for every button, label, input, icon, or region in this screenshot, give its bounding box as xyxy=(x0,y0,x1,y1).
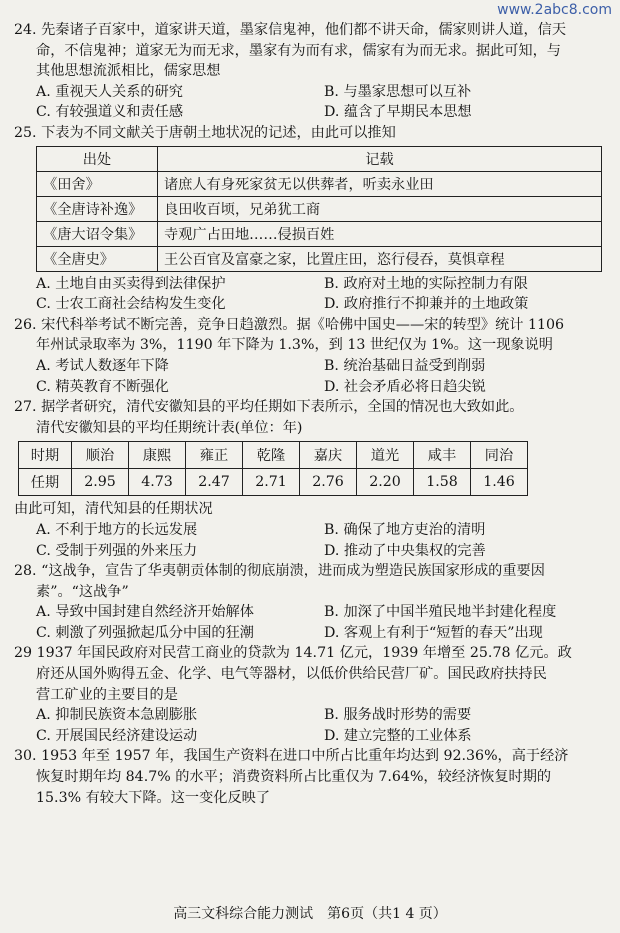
option-c: C. 受制于列强的外来压力 xyxy=(36,542,198,559)
cell-source: 《全唐诗补逸》 xyxy=(37,196,158,221)
period-cell: 咸丰 xyxy=(414,442,471,469)
question-29 xyxy=(14,643,612,746)
option-b: B. 加深了中国半殖民地半封建化程度 xyxy=(324,604,557,621)
period-cell: 同治 xyxy=(471,442,528,469)
cell-source: 《全唐史》 xyxy=(37,246,158,271)
question-29-line-1: 29 1937 年国民政府对民营工商业的贷款为 14.71 亿元，1939 年增至 25.78 亿元。政 xyxy=(14,645,572,662)
table-row-periods xyxy=(19,442,528,469)
table-row xyxy=(37,221,602,246)
table-row-terms xyxy=(19,469,528,496)
option-b: B. 与墨家思想可以互补 xyxy=(324,83,472,100)
question-30 xyxy=(14,746,612,808)
question-24-line-1: 24. 先秦诸子百家中，道家讲天道，墨家信鬼神，他们都不讲天命，儒家则讲人道，信天 xyxy=(14,22,567,38)
question-29-line-2: 府还从国外购得五金、化学、电气等器材，以低价供给民营厂矿。国民政府扶持民 xyxy=(36,666,547,683)
question-30-line-1: 30. 1953 年至 1957 年，我国生产资料在进口中所占比重年均达到 92.36%，高于经济 xyxy=(14,748,569,765)
period-cell: 道光 xyxy=(357,442,414,469)
question-30-line-3: 15.3% 有较大下降。这一变化反映了 xyxy=(36,789,271,806)
period-cell: 顺治 xyxy=(72,442,129,469)
cell-record: 王公百官及富豪之家，比置庄田，恣行侵吞，莫惧章程 xyxy=(158,246,602,271)
question-24 xyxy=(14,20,612,123)
option-c: C. 刺激了列强掀起瓜分中国的狂潮 xyxy=(36,624,254,641)
option-a: A. 重视天人关系的研究 xyxy=(36,83,183,100)
option-d: D. 政府推行不抑兼并的土地政策 xyxy=(324,296,529,313)
cell-source: 《田舍》 xyxy=(37,171,158,196)
question-26-options xyxy=(14,356,612,397)
option-a: A. 抑制民族资本急剧膨胀 xyxy=(36,707,198,724)
option-d: D. 客观上有利于“短暂的春天”出现 xyxy=(324,624,543,641)
term-cell: 2.47 xyxy=(186,469,243,496)
question-25-stem: 25. 下表为不同文献关于唐朝土地状况的记述，由此可以推知 xyxy=(14,124,396,141)
option-d: D. 推动了中央集权的完善 xyxy=(324,542,486,559)
page-footer: 高三文科综合能力测试 第6页（共1 4 页） xyxy=(173,906,447,922)
question-30-line-2: 恢复时期年均 84.7% 的水平；消费资料所占比重仅为 7.64%，较经济恢复时期的 xyxy=(36,769,552,786)
term-cell: 2.20 xyxy=(357,469,414,496)
question-27-options xyxy=(14,520,612,561)
period-cell: 雍正 xyxy=(186,442,243,469)
option-c: C. 开展国民经济建设运动 xyxy=(36,727,198,744)
header-source: 出处 xyxy=(37,146,158,171)
cell-source: 《唐大诏令集》 xyxy=(37,221,158,246)
header-record: 记载 xyxy=(158,146,602,171)
term-cell: 2.76 xyxy=(300,469,357,496)
option-c: C. 有较强道义和责任感 xyxy=(36,104,184,121)
table-row xyxy=(37,196,602,221)
option-a: A. 土地自由买卖得到法律保护 xyxy=(36,275,226,292)
row-label-period: 时期 xyxy=(19,442,72,469)
table-row xyxy=(37,171,602,196)
question-29-options xyxy=(14,705,612,746)
question-27 xyxy=(14,397,612,561)
option-d: D. 社会矛盾必将日趋尖锐 xyxy=(324,378,486,395)
period-cell: 乾隆 xyxy=(243,442,300,469)
watermark: www.2abc8.com xyxy=(497,2,612,18)
option-b: B. 统治基础日益受到削弱 xyxy=(324,357,486,374)
land-records-table xyxy=(36,146,602,272)
option-a: A. 不利于地方的长远发展 xyxy=(36,521,198,538)
option-b: B. 政府对土地的实际控制力有限 xyxy=(324,275,528,292)
cell-record: 诸庶人有身死家贫无以供葬者，听卖永业田 xyxy=(158,171,602,196)
table-header-row xyxy=(37,146,602,171)
option-d: D. 蕴含了早期民本思想 xyxy=(324,104,472,121)
question-28-line-2: 素”。“这战争” xyxy=(36,583,129,600)
period-cell: 康熙 xyxy=(129,442,186,469)
option-b: B. 确保了地方吏治的清明 xyxy=(324,521,486,538)
question-24-options xyxy=(14,82,612,123)
cell-record: 寺观广占田地……侵损百姓 xyxy=(158,221,602,246)
row-label-term: 任期 xyxy=(19,469,72,496)
question-26 xyxy=(14,315,612,397)
table-row xyxy=(37,246,602,271)
option-c: C. 士农工商社会结构发生变化 xyxy=(36,296,226,313)
cell-record: 良田收百顷，兄弟犹工商 xyxy=(158,196,602,221)
option-a: A. 考试人数逐年下降 xyxy=(36,357,169,374)
tenure-table xyxy=(18,441,528,496)
option-c: C. 精英教育不断强化 xyxy=(36,378,169,395)
option-d: D. 建立完整的工业体系 xyxy=(324,727,472,744)
period-cell: 嘉庆 xyxy=(300,442,357,469)
question-27-line-1: 27. 据学者研究，清代安徽知县的平均任期如下表所示，全国的情况也大致如此。 xyxy=(14,399,524,416)
term-cell: 1.58 xyxy=(414,469,471,496)
term-cell: 4.73 xyxy=(129,469,186,496)
option-b: B. 服务战时形势的需要 xyxy=(324,707,472,724)
question-24-line-2: 命，不信鬼神；道家无为而无求，墨家有为而有求，儒家有为而无求。据此可知，与 xyxy=(36,42,561,59)
question-25 xyxy=(14,123,612,315)
questions xyxy=(14,20,612,808)
question-27-after: 由此可知，清代知县的任期状况 xyxy=(14,501,213,518)
question-26-line-1: 26. 宋代科举考试不断完善，竞争日趋激烈。据《哈佛中国史——宋的转型》统计 1106 xyxy=(14,316,565,333)
term-cell: 2.71 xyxy=(243,469,300,496)
question-25-options xyxy=(14,274,612,315)
question-24-line-3: 其他思想流派相比，儒家思想 xyxy=(36,63,221,80)
question-27-table-title: 清代安徽知县的平均任期统计表(单位：年) xyxy=(36,419,303,436)
question-28-line-1: 28. “这战争，宣告了华夷朝贡体制的彻底崩溃，进而成为塑造民族国家形成的重要因 xyxy=(14,563,545,580)
question-29-line-3: 营工矿业的主要目的是 xyxy=(36,686,178,703)
term-cell: 2.95 xyxy=(72,469,129,496)
question-28 xyxy=(14,561,612,643)
term-cell: 1.46 xyxy=(471,469,528,496)
question-26-line-2: 年州试录取率为 3%，1190 年下降为 1.3%，到 13 世纪仅为 1%。这一现象说明 xyxy=(36,337,553,354)
question-28-options xyxy=(14,602,612,643)
option-a: A. 导致中国封建自然经济开始解体 xyxy=(36,604,254,621)
